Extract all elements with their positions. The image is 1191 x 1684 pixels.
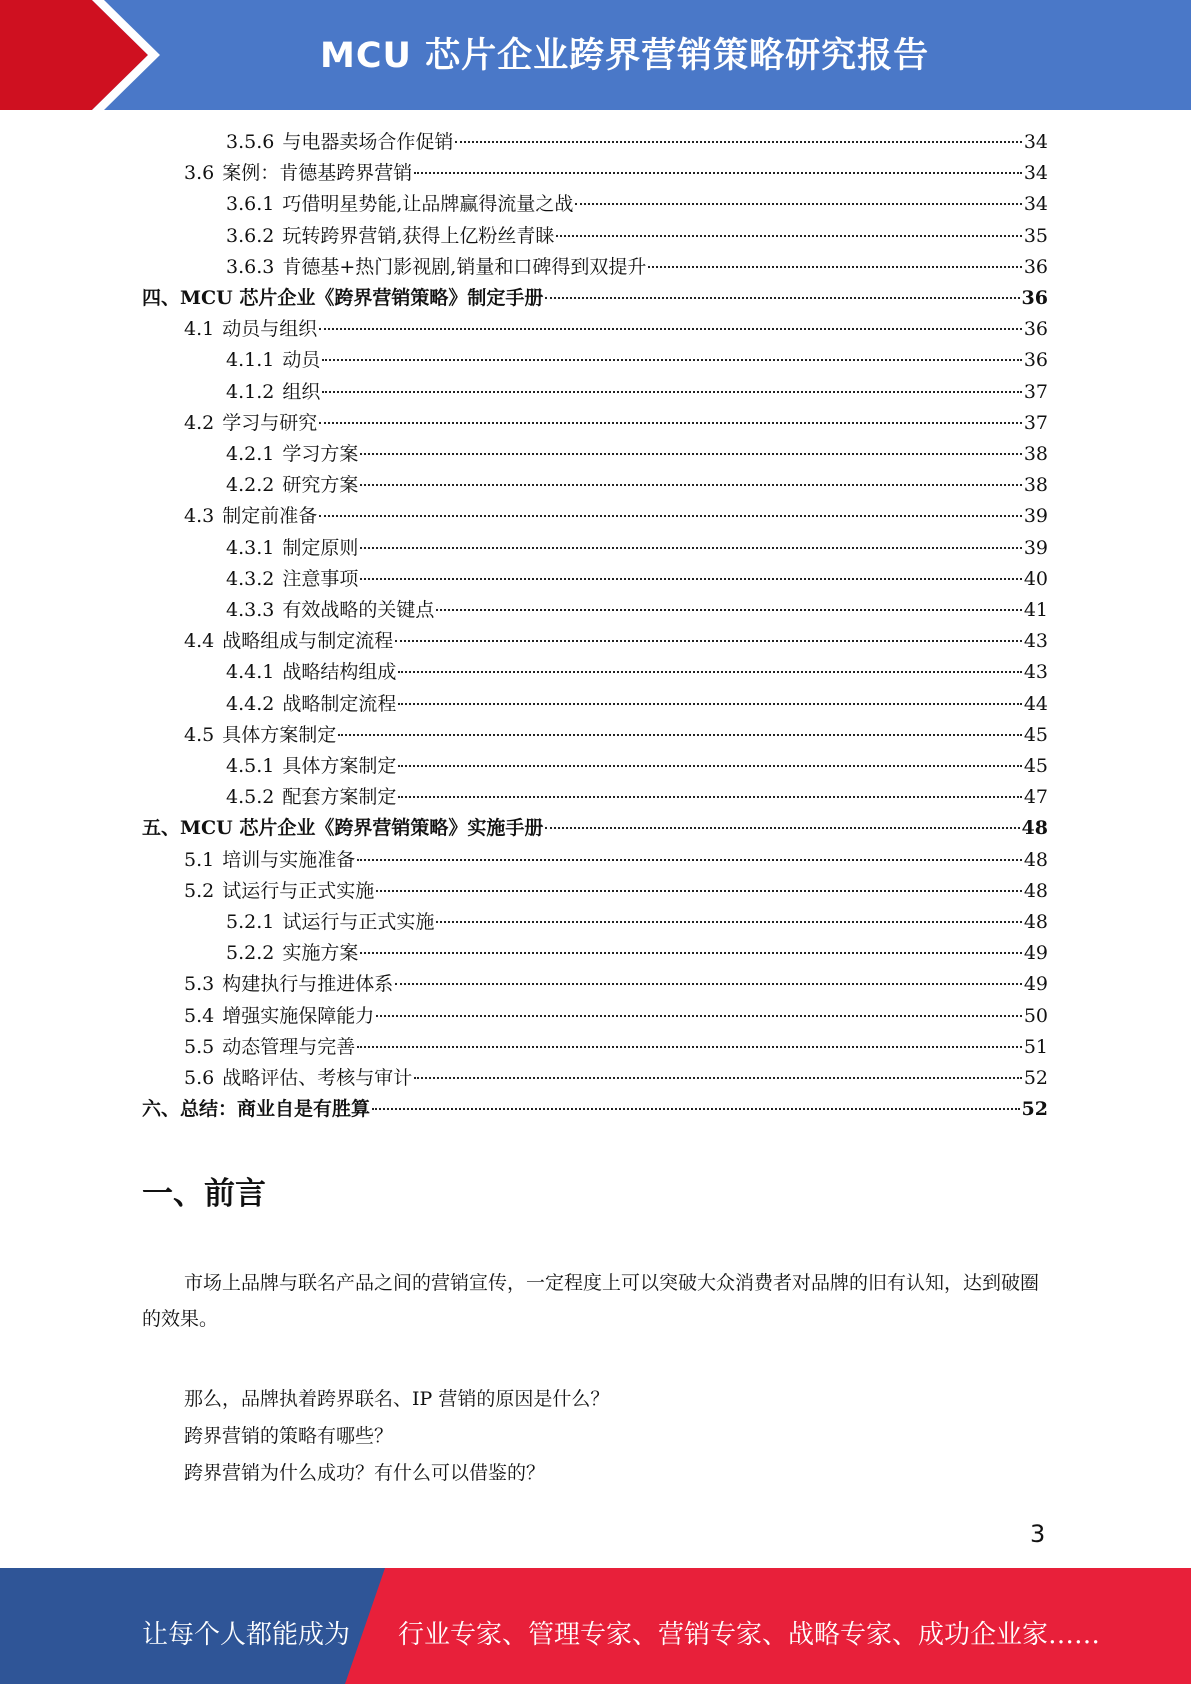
header-title: MCU 芯片企业跨界营销策略研究报告 xyxy=(320,36,930,76)
toc-entry-number: 4.2.2 xyxy=(226,474,275,496)
toc-entry[interactable] xyxy=(226,938,1048,969)
toc-entry-page: 47 xyxy=(1023,786,1048,808)
question-1: 那么，品牌执着跨界联名、IP 营销的原因是什么？ xyxy=(184,1388,610,1410)
toc-entry-page: 41 xyxy=(1023,599,1048,621)
page-footer xyxy=(0,1568,1191,1684)
toc-dot-leader xyxy=(545,297,1019,299)
toc-entry-number: 5.2.1 xyxy=(226,911,275,933)
toc-dot-leader xyxy=(357,859,1022,861)
toc-entry-title: 战略组成与制定流程 xyxy=(222,630,394,652)
toc-entry-page: 35 xyxy=(1023,225,1048,247)
toc-entry-title: 巧借明星势能,让品牌赢得流量之战 xyxy=(282,193,574,215)
toc-entry-title: 制定前准备 xyxy=(222,505,318,527)
toc-entry-title: 培训与实施准备 xyxy=(222,849,356,871)
toc-entry-title: 总结：商业自是有胜算 xyxy=(180,1098,371,1120)
toc-entry-number: 4.3.1 xyxy=(226,537,275,559)
toc-entry-page: 34 xyxy=(1023,162,1048,184)
toc-entry-number: 4.1.2 xyxy=(226,381,275,403)
toc-entry[interactable] xyxy=(142,813,1048,844)
toc-entry-title: 有效战略的关键点 xyxy=(282,599,435,621)
toc-entry[interactable] xyxy=(184,501,1048,532)
toc-entry-number: 5.6 xyxy=(184,1067,215,1089)
toc-entry[interactable] xyxy=(226,907,1048,938)
toc-dot-leader xyxy=(648,266,1021,268)
toc-entry-number: 4.1 xyxy=(184,318,215,340)
toc-entry-page: 51 xyxy=(1023,1036,1048,1058)
toc-dot-leader xyxy=(398,703,1021,705)
toc-entry-number: 四、 xyxy=(142,287,181,309)
toc-entry-page: 43 xyxy=(1023,630,1048,652)
toc-entry[interactable] xyxy=(184,845,1048,876)
toc-entry-number: 3.6.2 xyxy=(226,225,275,247)
toc-entry-page: 34 xyxy=(1023,193,1048,215)
toc-entry-page: 36 xyxy=(1023,256,1048,278)
toc-entry[interactable] xyxy=(184,1032,1048,1063)
toc-entry[interactable] xyxy=(226,470,1048,501)
toc-entry[interactable] xyxy=(142,283,1048,314)
toc-entry-title: 具体方案制定 xyxy=(282,755,397,777)
section-heading: 一、前言 xyxy=(142,1176,266,1212)
toc-entry-page: 36 xyxy=(1023,349,1048,371)
toc-dot-leader xyxy=(545,827,1019,829)
toc-entry-page: 43 xyxy=(1023,661,1048,683)
toc-dot-leader xyxy=(436,609,1021,611)
footer-slogan-right: 行业专家、管理专家、营销专家、战略专家、成功企业家…… xyxy=(398,1620,1101,1650)
toc-entry-number: 4.4.2 xyxy=(226,693,275,715)
toc-entry[interactable] xyxy=(226,439,1048,470)
toc-entry-page: 39 xyxy=(1023,537,1048,559)
toc-entry-number: 5.2 xyxy=(184,880,215,902)
toc-entry-page: 50 xyxy=(1023,1005,1048,1027)
toc-dot-leader xyxy=(414,1077,1022,1079)
toc-dot-leader xyxy=(319,422,1022,424)
toc-entry[interactable] xyxy=(142,1094,1048,1125)
toc-entry[interactable] xyxy=(226,689,1048,720)
footer-slogan-left: 让每个人都能成为 xyxy=(142,1620,351,1650)
toc-entry-title: 战略制定流程 xyxy=(282,693,397,715)
toc-entry-number: 3.6.1 xyxy=(226,193,275,215)
toc-entry-number: 5.1 xyxy=(184,849,215,871)
toc-dot-leader xyxy=(398,765,1021,767)
page-number: 3 xyxy=(1030,1520,1046,1548)
toc-entry[interactable] xyxy=(226,127,1048,158)
toc-dot-leader xyxy=(338,734,1022,736)
toc-entry-page: 34 xyxy=(1023,131,1048,153)
toc-entry-title: 玩转跨界营销,获得上亿粉丝青睐 xyxy=(282,225,555,247)
toc-entry-number: 4.1.1 xyxy=(226,349,275,371)
toc-entry-number: 5.5 xyxy=(184,1036,215,1058)
toc-entry-number: 3.6.3 xyxy=(226,256,275,278)
toc-entry-title: 制定原则 xyxy=(282,537,359,559)
toc-dot-leader xyxy=(360,952,1021,954)
toc-dot-leader xyxy=(455,141,1021,143)
toc-entry-number: 5.2.2 xyxy=(226,942,275,964)
toc-entry-title: 案例：肯德基跨界营销 xyxy=(222,162,413,184)
toc-entry-page: 45 xyxy=(1023,724,1048,746)
toc-entry-number: 六、 xyxy=(142,1098,181,1120)
toc-entry-number: 3.6 xyxy=(184,162,215,184)
toc-entry-title: 构建执行与推进体系 xyxy=(222,973,394,995)
toc-entry[interactable] xyxy=(226,377,1048,408)
toc-entry-title: 组织 xyxy=(282,381,321,403)
toc-entry-title: 战略评估、考核与审计 xyxy=(222,1067,413,1089)
toc-dot-leader xyxy=(360,484,1021,486)
toc-dot-leader xyxy=(398,796,1021,798)
toc-entry-page: 52 xyxy=(1021,1098,1048,1120)
toc-entry[interactable] xyxy=(226,564,1048,595)
toc-entry-page: 37 xyxy=(1023,381,1048,403)
toc-entry-number: 5.4 xyxy=(184,1005,215,1027)
toc-entry-number: 4.3.2 xyxy=(226,568,275,590)
toc-entry-number: 五、 xyxy=(142,817,181,839)
toc-entry-number: 3.5.6 xyxy=(226,131,275,153)
toc-entry-page: 48 xyxy=(1023,880,1048,902)
toc-entry[interactable] xyxy=(226,189,1048,220)
toc-entry-title: 试运行与正式实施 xyxy=(222,880,375,902)
toc-dot-leader xyxy=(319,515,1022,517)
toc-entry-title: 肯德基+热门影视剧,销量和口碑得到双提升 xyxy=(282,256,647,278)
toc-entry-title: 学习与研究 xyxy=(222,412,318,434)
toc-entry-number: 4.3 xyxy=(184,505,215,527)
question-2: 跨界营销的策略有哪些？ xyxy=(184,1425,394,1447)
toc-entry-page: 38 xyxy=(1023,443,1048,465)
toc-entry-page: 49 xyxy=(1023,942,1048,964)
toc-entry-page: 36 xyxy=(1023,318,1048,340)
toc-entry-number: 4.5.1 xyxy=(226,755,275,777)
toc-dot-leader xyxy=(395,640,1022,642)
toc-entry-title: 增强实施保障能力 xyxy=(222,1005,375,1027)
toc-entry[interactable] xyxy=(226,782,1048,813)
toc-dot-leader xyxy=(575,203,1021,205)
toc-entry-page: 37 xyxy=(1023,412,1048,434)
toc-entry[interactable] xyxy=(226,345,1048,376)
toc-entry-title: 配套方案制定 xyxy=(282,786,397,808)
toc-entry-page: 48 xyxy=(1023,849,1048,871)
toc-entry-page: 49 xyxy=(1023,973,1048,995)
toc-dot-leader xyxy=(376,1015,1022,1017)
toc-entry-number: 4.5.2 xyxy=(226,786,275,808)
toc-dot-leader xyxy=(376,890,1022,892)
toc-entry-page: 48 xyxy=(1021,817,1048,839)
toc-dot-leader xyxy=(322,359,1021,361)
toc-entry[interactable] xyxy=(226,657,1048,688)
toc-entry-number: 4.5 xyxy=(184,724,215,746)
toc-entry-title: 实施方案 xyxy=(282,942,359,964)
toc-entry[interactable] xyxy=(226,221,1048,252)
toc-dot-leader xyxy=(398,671,1021,673)
toc-entry[interactable] xyxy=(226,533,1048,564)
toc-entry[interactable] xyxy=(184,720,1048,751)
toc-entry-page: 36 xyxy=(1021,287,1048,309)
toc-dot-leader xyxy=(322,391,1021,393)
toc-entry-title: 动员与组织 xyxy=(222,318,318,340)
toc-entry[interactable] xyxy=(184,876,1048,907)
toc-entry-number: 5.3 xyxy=(184,973,215,995)
toc-entry-number: 4.2.1 xyxy=(226,443,275,465)
toc-entry-page: 40 xyxy=(1023,568,1048,590)
header-chevron-decoration xyxy=(0,0,160,110)
toc-dot-leader xyxy=(372,1108,1020,1110)
toc-entry[interactable] xyxy=(184,314,1048,345)
toc-entry[interactable] xyxy=(184,1063,1048,1094)
toc-dot-leader xyxy=(357,1046,1022,1048)
toc-entry-title: MCU 芯片企业《跨界营销策略》实施手册 xyxy=(180,817,544,839)
toc-entry-page: 44 xyxy=(1023,693,1048,715)
toc-entry-number: 4.4.1 xyxy=(226,661,275,683)
toc-entry-title: MCU 芯片企业《跨界营销策略》制定手册 xyxy=(180,287,544,309)
intro-paragraph: 市场上品牌与联名产品之间的营销宣传，一定程度上可以突破大众消费者对品牌的旧有认知，达到破圈的效果。 xyxy=(142,1272,1040,1330)
toc-entry-title: 注意事项 xyxy=(282,568,359,590)
toc-entry-page: 52 xyxy=(1023,1067,1048,1089)
toc-dot-leader xyxy=(436,921,1021,923)
toc-dot-leader xyxy=(360,547,1021,549)
toc-dot-leader xyxy=(556,235,1021,237)
toc-dot-leader xyxy=(414,172,1022,174)
toc-entry[interactable] xyxy=(184,1001,1048,1032)
toc-entry-page: 48 xyxy=(1023,911,1048,933)
toc-entry-number: 4.3.3 xyxy=(226,599,275,621)
toc-entry-title: 动员 xyxy=(282,349,321,371)
toc-dot-leader xyxy=(395,983,1022,985)
toc-entry-title: 与电器卖场合作促销 xyxy=(282,131,454,153)
toc-entry[interactable] xyxy=(184,158,1048,189)
toc-entry-title: 具体方案制定 xyxy=(222,724,337,746)
toc-entry[interactable] xyxy=(184,408,1048,439)
toc-entry-title: 试运行与正式实施 xyxy=(282,911,435,933)
toc-dot-leader xyxy=(360,578,1021,580)
toc-entry-title: 动态管理与完善 xyxy=(222,1036,356,1058)
toc-entry[interactable] xyxy=(226,595,1048,626)
toc-entry-number: 4.2 xyxy=(184,412,215,434)
toc-entry-number: 4.4 xyxy=(184,630,215,652)
page-header xyxy=(0,0,1191,110)
toc-entry-title: 学习方案 xyxy=(282,443,359,465)
toc-entry-page: 45 xyxy=(1023,755,1048,777)
question-3: 跨界营销为什么成功？有什么可以借鉴的？ xyxy=(184,1462,546,1484)
toc-dot-leader xyxy=(319,328,1022,330)
toc-entry[interactable] xyxy=(226,252,1048,283)
toc-entry-page: 39 xyxy=(1023,505,1048,527)
toc-entry-title: 战略结构组成 xyxy=(282,661,397,683)
toc-entry-title: 研究方案 xyxy=(282,474,359,496)
toc-entry-page: 38 xyxy=(1023,474,1048,496)
toc-entry[interactable] xyxy=(184,626,1048,657)
toc-entry[interactable] xyxy=(226,751,1048,782)
toc-dot-leader xyxy=(360,453,1021,455)
toc-entry[interactable] xyxy=(184,969,1048,1000)
